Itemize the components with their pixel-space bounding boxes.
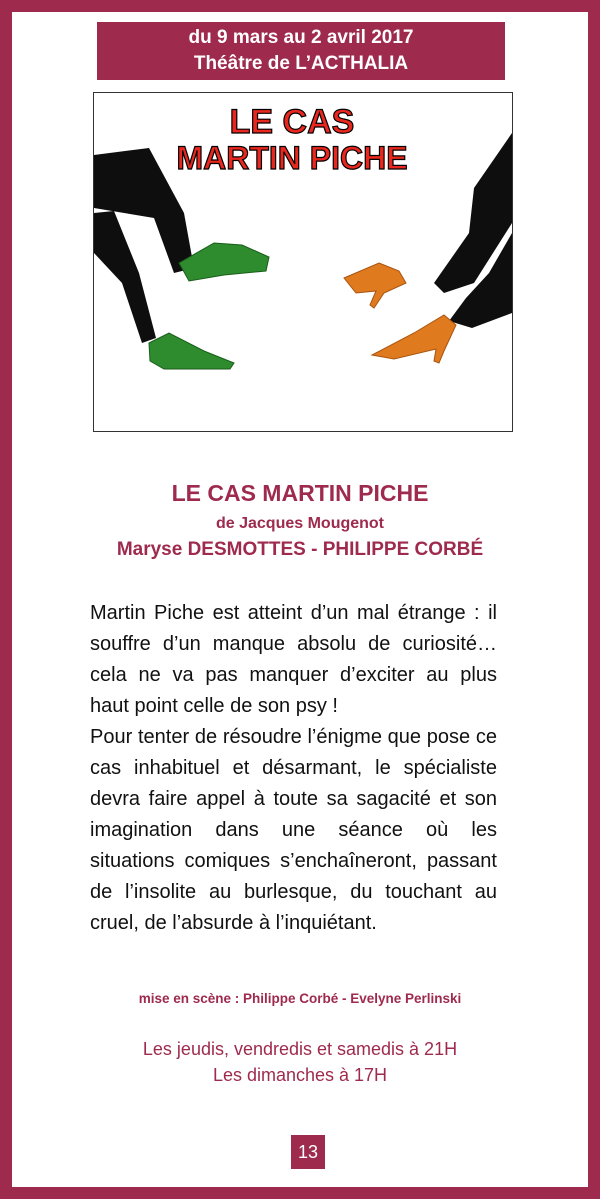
poster-illustration [94,93,512,431]
author-credit: de Jacques Mougenot [215,515,385,532]
poster-title-line1: LE CAS [229,103,355,141]
schedule-weekday: Les jeudis, vendredis et samedis à 21H [142,1039,458,1059]
cast-credit: Maryse DESMOTTES - PHILIPPE CORBÉ [116,539,484,560]
date-venue-banner [97,22,505,80]
schedule-sunday: Les dimanches à 17H [212,1065,388,1085]
page-number: 13 [291,1135,325,1169]
poster-title-line2: MARTIN PICHE [176,140,408,176]
play-title: LE CAS MARTIN PICHE [171,480,429,506]
orange-heel-lower [372,315,456,363]
venue-name: Théâtre de L’ACTHALIA [193,53,409,74]
show-poster [93,92,513,432]
synopsis-paragraph-2: Pour tenter de résoudre l’énigme que pose ce cas inhabituel et désarmant, le spécialiste devra faire appel à toute sa sagacité et son imagination dans une séance où les situations comiques s’enchaîneront, passant de l’insolite au burlesque, du touchant au cruel, de l’absurde à l’inquiétant. [90,726,497,934]
synopsis-paragraph-1: Martin Piche est atteint d’un mal étrange : il souffre d’un manque absolu de curiosité… cela ne va pas manquer d’exciter au plus haut point celle de son psy ! [90,602,497,717]
green-shoe-lower [149,333,234,369]
orange-heel-upper [344,263,406,308]
date-range: du 9 mars au 2 avril 2017 [188,27,414,48]
green-shoe-upper [179,243,269,281]
schedule [0,1036,600,1088]
synopsis [90,598,497,939]
man-lower-leg [94,211,156,343]
staging-credit: mise en scène : Philippe Corbé - Evelyne Perlinski [138,991,462,1006]
